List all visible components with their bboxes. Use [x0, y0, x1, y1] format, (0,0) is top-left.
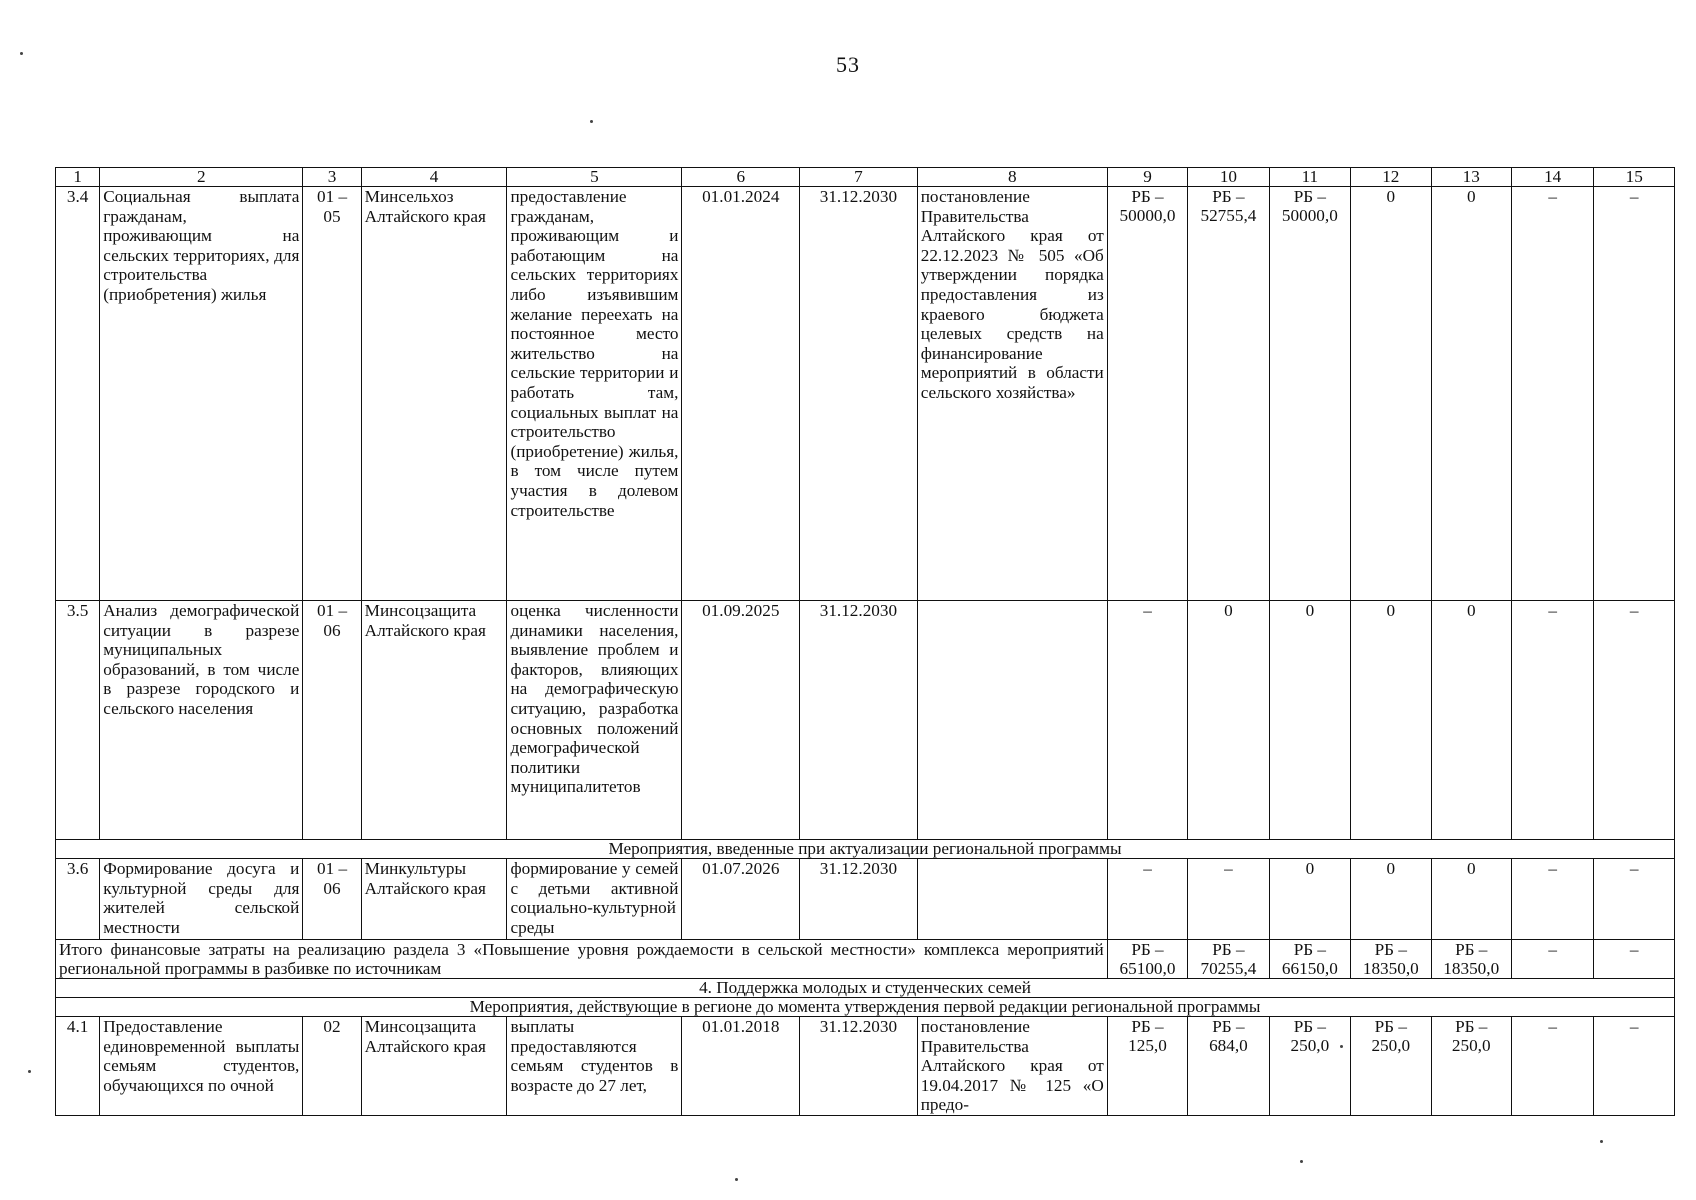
executor: Минсоцзащита Алтайского края [361, 601, 507, 840]
funding-col-14: – [1511, 187, 1593, 601]
funding-col-15: – [1594, 859, 1675, 940]
expected-result: формирование у семей с детьми активной социально-культурной среды [507, 859, 682, 940]
funding-col-10: – [1188, 859, 1269, 940]
table-row [56, 859, 1675, 940]
total-col-13: РБ – 18350,0 [1431, 940, 1511, 979]
funding-col-14: – [1511, 601, 1593, 840]
start-date: 01.01.2024 [682, 187, 800, 601]
total-col-9: РБ – 65100,0 [1107, 940, 1187, 979]
header-col-2: 2 [100, 168, 303, 187]
page-number: 53 [836, 52, 860, 77]
legal-document: постановление Правительства Алтайского края от 22.12.2023 № 505 «Об утверждении порядка предоставления из краевого бюджета целевых средств на финансирование мероприятий в области сельского хозяйства» [917, 187, 1107, 601]
start-date: 01.01.2018 [682, 1017, 800, 1116]
funding-col-10: 0 [1188, 601, 1269, 840]
expected-result: предоставление гражданам, проживающим и работающим на сельских территориях либо изъявившим желание переехать на постоянное место жительство на сельские территории и работать там, социальных выплат на строительство (приобретение) жилья, в том числе путем участия в долевом строительстве [507, 187, 682, 601]
header-col-3: 3 [303, 168, 361, 187]
section-row [56, 979, 1675, 998]
funding-col-15: – [1594, 1017, 1675, 1116]
header-col-12: 12 [1351, 168, 1431, 187]
measure-name: Анализ демографической ситуации в разрезе муниципальных образований, в том числе в разрезе городского и сельского населения [100, 601, 303, 840]
total-col-14: – [1511, 940, 1593, 979]
funding-col-12: РБ – 250,0 [1351, 1017, 1431, 1116]
section-row [56, 998, 1675, 1017]
section-heading-new-measures: Мероприятия, введенные при актуализации региональной программы [56, 840, 1675, 859]
end-date: 31.12.2030 [800, 601, 918, 840]
funding-col-9: – [1107, 859, 1187, 940]
funding-col-14: – [1511, 1017, 1593, 1116]
row-number: 3.5 [56, 601, 100, 840]
header-col-15: 15 [1594, 168, 1675, 187]
scan-speck [1340, 1045, 1343, 1048]
program-measures-table [55, 167, 1675, 1116]
header-col-5: 5 [507, 168, 682, 187]
section-heading-existing-measures: Мероприятия, действующие в регионе до момента утверждения первой редакции региональной программы [56, 998, 1675, 1017]
expected-result: оценка численности динамики населения, выявление проблем и факторов, влияющих на демографическую ситуацию, разработка основных положений демографической политики муниципалитетов [507, 601, 682, 840]
scan-speck [28, 1070, 31, 1073]
executor: Минсельхоз Алтайского края [361, 187, 507, 601]
legal-document: постановление Правительства Алтайского края от 19.04.2017 № 125 «О предо- [917, 1017, 1107, 1116]
scan-speck [1600, 1140, 1603, 1143]
end-date: 31.12.2030 [800, 1017, 918, 1116]
scan-speck [1300, 1160, 1303, 1163]
funding-col-9: РБ – 50000,0 [1107, 187, 1187, 601]
end-date: 31.12.2030 [800, 859, 918, 940]
funding-col-10: РБ – 684,0 [1188, 1017, 1269, 1116]
table-row [56, 601, 1675, 840]
header-col-13: 13 [1431, 168, 1511, 187]
section-row [56, 840, 1675, 859]
table-row [56, 187, 1675, 601]
header-col-14: 14 [1511, 168, 1593, 187]
section-heading-4: 4. Поддержка молодых и студенческих семей [56, 979, 1675, 998]
start-date: 01.09.2025 [682, 601, 800, 840]
total-col-15: – [1594, 940, 1675, 979]
start-date: 01.07.2026 [682, 859, 800, 940]
funding-col-12: 0 [1351, 187, 1431, 601]
header-col-8: 8 [917, 168, 1107, 187]
funding-col-10: РБ – 52755,4 [1188, 187, 1269, 601]
executor: Минкультуры Алтайского края [361, 859, 507, 940]
funding-col-15: – [1594, 601, 1675, 840]
total-col-10: РБ – 70255,4 [1188, 940, 1269, 979]
scan-speck [20, 52, 23, 55]
measure-code: 02 [303, 1017, 361, 1116]
measure-code: 01 – 06 [303, 859, 361, 940]
funding-col-13: РБ – 250,0 [1431, 1017, 1511, 1116]
header-col-7: 7 [800, 168, 918, 187]
funding-col-9: – [1107, 601, 1187, 840]
funding-col-12: 0 [1351, 601, 1431, 840]
total-row [56, 940, 1675, 979]
executor: Минсоцзащита Алтайского края [361, 1017, 507, 1116]
funding-col-15: – [1594, 187, 1675, 601]
funding-col-11: РБ – 50000,0 [1269, 187, 1350, 601]
expected-result: выплаты предоставляются семьям студентов в возрасте до 27 лет, [507, 1017, 682, 1116]
row-number: 3.4 [56, 187, 100, 601]
total-label: Итого финансовые затраты на реализацию раздела 3 «Повышение уровня рождаемости в сельской местности» комплекса мероприятий региональной программы в разбивке по источникам [56, 940, 1108, 979]
header-col-11: 11 [1269, 168, 1350, 187]
total-col-12: РБ – 18350,0 [1351, 940, 1431, 979]
measure-name: Формирование досуга и культурной среды для жителей сельской местности [100, 859, 303, 940]
row-number: 4.1 [56, 1017, 100, 1116]
header-row [56, 168, 1675, 187]
header-col-9: 9 [1107, 168, 1187, 187]
table-row [56, 1017, 1675, 1116]
funding-col-13: 0 [1431, 187, 1511, 601]
measure-code: 01 – 06 [303, 601, 361, 840]
header-col-1: 1 [56, 168, 100, 187]
measure-name: Предоставление единовременной выплаты семьям студентов, обучающихся по очной [100, 1017, 303, 1116]
funding-col-14: – [1511, 859, 1593, 940]
row-number: 3.6 [56, 859, 100, 940]
legal-document [917, 601, 1107, 840]
funding-col-11: 0 [1269, 859, 1350, 940]
scan-speck [735, 1178, 738, 1181]
funding-col-13: 0 [1431, 859, 1511, 940]
header-col-6: 6 [682, 168, 800, 187]
header-col-4: 4 [361, 168, 507, 187]
funding-col-12: 0 [1351, 859, 1431, 940]
funding-col-11: 0 [1269, 601, 1350, 840]
measure-name: Социальная выплата гражданам, проживающим на сельских территориях, для строительства (приобретения) жилья [100, 187, 303, 601]
funding-col-13: 0 [1431, 601, 1511, 840]
total-col-11: РБ – 66150,0 [1269, 940, 1350, 979]
measure-code: 01 – 05 [303, 187, 361, 601]
legal-document [917, 859, 1107, 940]
end-date: 31.12.2030 [800, 187, 918, 601]
funding-col-11: РБ – 250,0 [1269, 1017, 1350, 1116]
scan-speck [590, 120, 593, 123]
header-col-10: 10 [1188, 168, 1269, 187]
funding-col-9: РБ – 125,0 [1107, 1017, 1187, 1116]
